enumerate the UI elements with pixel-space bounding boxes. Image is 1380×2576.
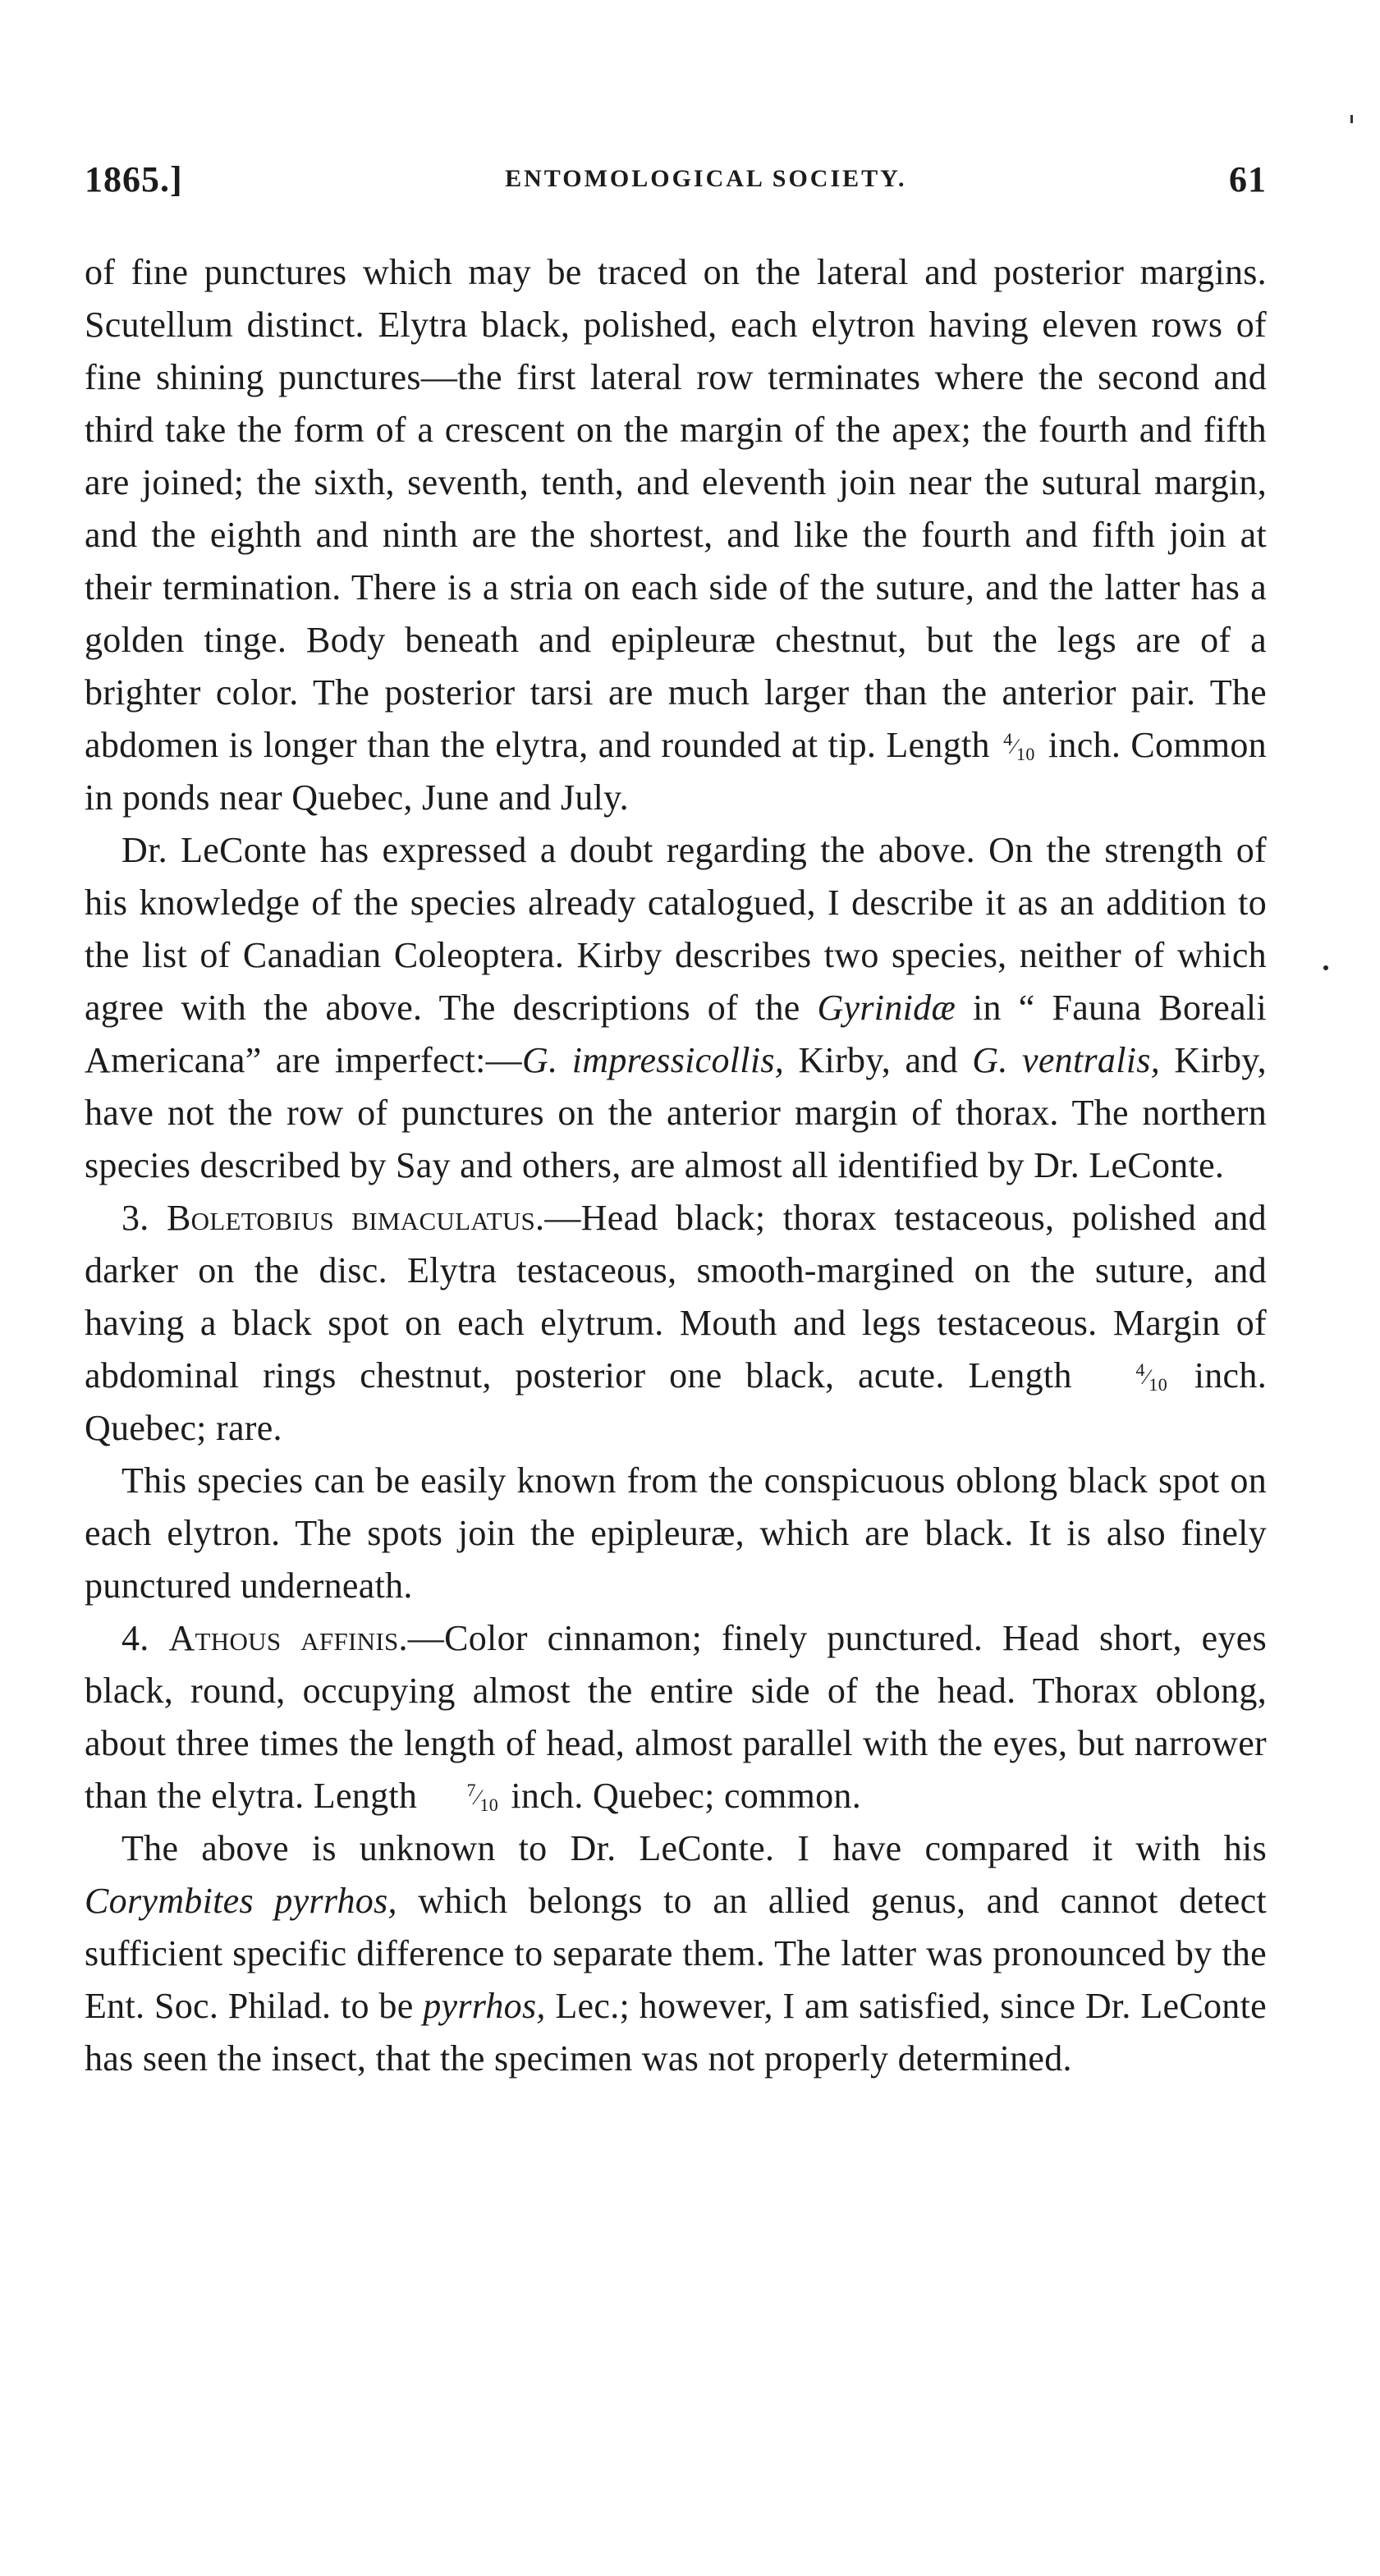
p2-italic-impressicollis: G. impressicollis, — [522, 1040, 785, 1080]
margin-speck — [1323, 965, 1328, 970]
p3-text-b: inch. Quebec; rare. — [85, 1355, 1267, 1448]
paragraph-spot-note — [85, 1455, 1267, 1612]
p5-species-name: Athous affinis. — [168, 1618, 408, 1658]
p2-text-a: Dr. LeConte has expressed a doubt regarding the above. On the strength of his knowledge of the species already catalogued, I describe it as an addition to the list of Canadian Coleoptera. Kirby describes two species, neither of which agree with the above. The descriptions of the — [85, 830, 1267, 1028]
header-year: 1865.] — [85, 158, 183, 199]
p6-text-b: which belongs to an allied genus, and cannot detect sufficient specific difference to separate them. The latter was pronounced by the Ent. Soc. Philad. to be — [85, 1881, 1267, 2026]
paragraph-boletobius — [85, 1192, 1267, 1455]
p4-text-a: This species can be easily known from the conspicuous oblong black spot on each elytron. The spots join the epipleuræ, which are black. It is also finely punctured underneath. — [85, 1460, 1267, 1606]
p2-text-b: in “ Fauna Boreali Americana” are imperfect:— — [85, 988, 1267, 1080]
p2-text-c: Kirby, and — [798, 1040, 958, 1080]
fraction-denominator: 10 — [479, 1794, 499, 1815]
p6-italic-pyrrhos: pyrrhos, — [423, 1986, 546, 2026]
fraction-denominator: 10 — [1016, 743, 1035, 764]
fraction-numerator: 7 — [466, 1779, 476, 1800]
p3-species-name: Boletobius bimaculatus. — [166, 1198, 545, 1238]
p3-number: 3. — [121, 1198, 149, 1238]
p2-text-d: Kirby, have not the row of punctures on the anterior margin of thorax. The northern species described by Say and others, are almost all identified by Dr. LeConte. — [85, 1040, 1267, 1185]
p6-text-c: Lec.; however, I am satisfied, since Dr. LeConte has seen the insect, that the specimen was not properly determined. — [85, 1986, 1267, 2079]
p1-text-b: inch. Common in ponds near Quebec, June and July. — [85, 725, 1267, 818]
paragraph-continuation — [85, 246, 1267, 824]
header-title: ENTOMOLOGICAL SOCIETY. — [505, 165, 907, 192]
p5-text-b: inch. Quebec; common. — [511, 1776, 862, 1816]
page-number: 61 — [1229, 158, 1267, 199]
p3-text-a: —Head black; thorax testaceous, polished and darker on the disc. Elytra testaceous, smooth-margined on the suture, and having a black spot on each elytrum. Mouth and legs testaceous. Margin of abdominal rings chestnut, posterior one black, acute. Length — [85, 1198, 1267, 1396]
body-text — [85, 246, 1267, 2085]
fraction-numerator: 4 — [1135, 1359, 1145, 1380]
paragraph-athous — [85, 1612, 1267, 1822]
p5-number: 4. — [121, 1618, 149, 1658]
fraction: $^4⁄_{10}$ — [1003, 728, 1035, 764]
p5-text-a: —Color cinnamon; finely punctured. Head short, eyes black, round, occupying almost the entire side of the head. Thorax oblong, about three times the length of head, almost parallel with the eyes, but narrower than the elytra. Length — [85, 1618, 1267, 1816]
p2-italic-gyrinidae: Gyrinidæ — [817, 988, 956, 1028]
paragraph-leconte-doubt — [85, 824, 1267, 1192]
margin-mark — [1350, 115, 1353, 123]
p6-text-a: The above is unknown to Dr. LeConte. I have compared it with his — [121, 1828, 1267, 1868]
fraction-numerator: 4 — [1003, 728, 1013, 749]
fraction: $^4⁄_{10}$ — [1135, 1359, 1168, 1395]
p2-italic-ventralis: G. ventralis, — [972, 1040, 1160, 1080]
p1-text-a: of fine punctures which may be traced on the lateral and posterior margins. Scutellum distinct. Elytra black, polished, each elytron having eleven rows of fine shining punctures—the first lateral row terminates where the second and third take the form of a crescent on the margin of the apex; the fourth and fifth are joined; the sixth, seventh, tenth, and eleventh join near the sutural margin, and the eighth and ninth are the shortest, and like the fourth and fifth join at their termination. There is a stria on each side of the suture, and the latter has a golden tinge. Body beneath and epipleuræ chestnut, but the legs are of a brighter color. The posterior tarsi are much larger than the anterior pair. The abdomen is longer than the elytra, and rounded at tip. Length — [85, 252, 1267, 765]
running-header — [85, 154, 1267, 204]
fraction-denominator: 10 — [1148, 1373, 1168, 1395]
paragraph-corymbites — [85, 1822, 1267, 2085]
fraction: $^7⁄_{10}$ — [466, 1779, 499, 1815]
p6-italic-corymbites: Corymbites pyrrhos, — [85, 1881, 397, 1921]
